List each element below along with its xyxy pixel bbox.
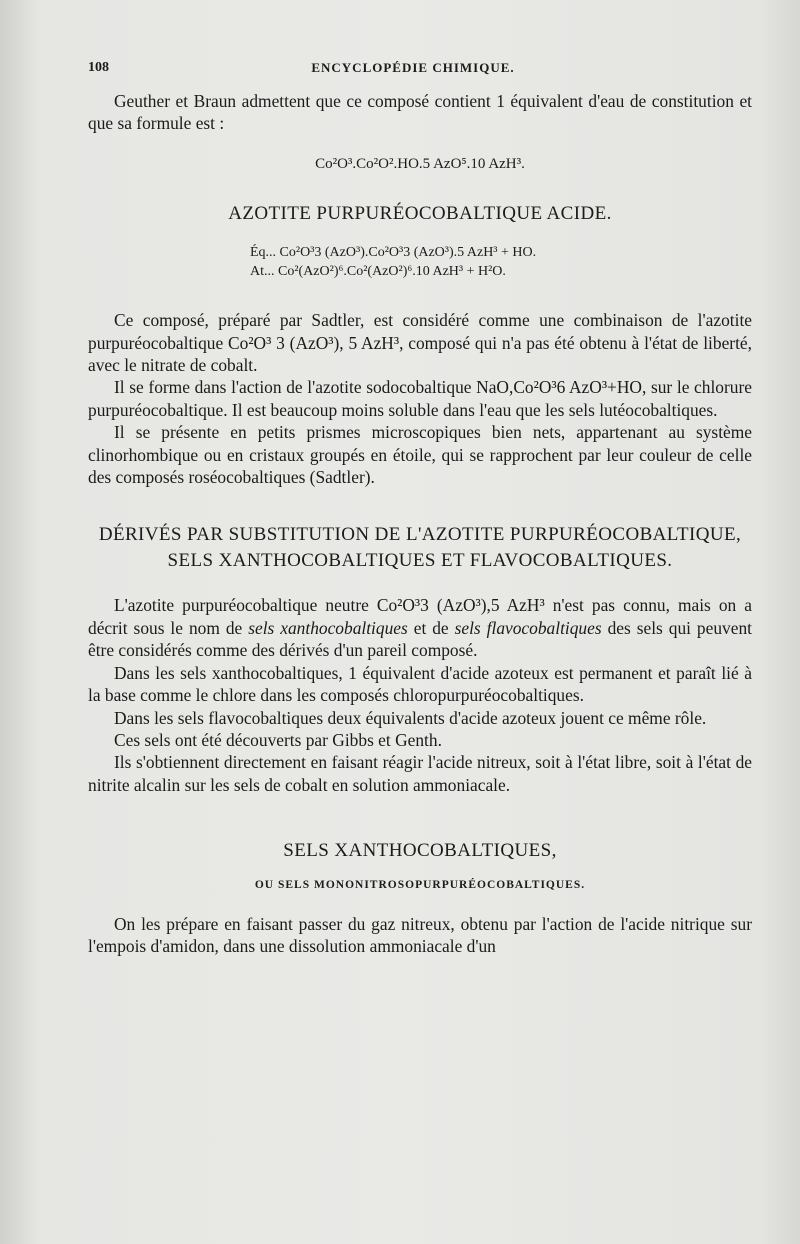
term-flavocobaltiques: sels flavocobaltiques <box>454 617 602 638</box>
page-header <box>88 60 738 84</box>
paragraph: On les prépare en faisant passer du gaz nitreux, obtenu par l'action de l'acide nitrique sur l'empois d'amidon, dans une dissolution ammoniacale d'un <box>88 913 752 956</box>
paragraph: Dans les sels xanthocobaltiques, 1 équivalent d'acide azoteux est permanent et paraît lié à la base comme le chlore dans les composés chloropurpuréocobaltiques. <box>88 662 752 706</box>
intro-paragraph: Geuther et Braun admettent que ce composé contient 1 équivalent d'eau de constitution et que sa formule est : <box>88 91 752 134</box>
equivalent-formulas <box>250 243 752 281</box>
page-body <box>88 90 752 957</box>
text-run: et de <box>407 617 455 638</box>
paragraph: Ce composé, préparé par Sadtler, est considéré comme une combinaison de l'azotite purpuréocobaltique Co²O³ 3 (AzO³), 5 AzH³, composé qui n'a pas été obtenu à l'état de liberté, avec le nitrate de cobalt. <box>88 310 752 376</box>
paragraph: Il se présente en petits prismes microscopiques bien nets, appartenant au système clinorhombique ou en cristaux groupés en étoile, qui se rapprochent par leur couleur de celle des composés roséocobaltiques (Sadtler). <box>88 422 752 488</box>
text-run: des sels qui peuvent être considérés comme des dérivés d'un pareil composé. <box>88 617 752 661</box>
term-xanthocobaltiques: sels xanthocobaltiques <box>248 617 408 638</box>
page-number: 108 <box>88 60 109 75</box>
section-title-derives-line2: SELS XANTHOCOBALTIQUES ET FLAVOCOBALTIQUES. <box>167 550 673 572</box>
paragraph: Dans les sels flavocobaltiques deux équivalents d'acide azoteux jouent ce même rôle. <box>114 707 707 728</box>
paragraph <box>88 594 752 661</box>
paragraph: Ces sels ont été découverts par Gibbs et Genth. <box>114 729 442 750</box>
intro-formula: Co²O³.Co²O².HO.5 AzO⁵.10 AzH³. <box>315 155 525 172</box>
paragraph: Ils s'obtiennent directement en faisant réagir l'acide nitreux, soit à l'état libre, soit à l'état de nitrite alcalin sur les sels de cobalt en solution ammoniacale. <box>88 752 752 795</box>
text-run: L'azotite purpuréocobaltique neutre Co²O³3 (AzO³),5 AzH³ n'est pas connu, mais on a décrit sous le nom de <box>88 595 752 638</box>
section-title-azotite-acide: AZOTITE PURPURÉOCOBALTIQUE ACIDE. <box>228 203 612 225</box>
formula-at-line: At... Co²(AzO²)⁶.Co²(AzO²)⁶.10 AzH³ + H²O. <box>250 264 506 280</box>
formula-eq-line: Éq... Co²O³3 (AzO³).Co²O³3 (AzO³).5 AzH³ + HO. <box>250 245 537 261</box>
section-title-derives-line1: DÉRIVÉS PAR SUBSTITUTION DE L'AZOTITE PURPURÉOCOBALTIQUE, <box>98 524 742 546</box>
running-title: ENCYCLOPÉDIE CHIMIQUE. <box>311 60 515 75</box>
section-subtitle: OU SELS MONONITROSOPURPURÉOCOBALTIQUES. <box>254 879 586 892</box>
section-title-xanthocobaltiques: SELS XANTHOCOBALTIQUES, <box>283 840 557 862</box>
paragraph: Il se forme dans l'action de l'azotite sodocobaltique NaO,Co²O³6 AzO³+HO, sur le chlorure purpuréocobaltique. Il est beaucoup moins soluble dans l'eau que les sels lutéocobaltiques. <box>88 377 752 420</box>
